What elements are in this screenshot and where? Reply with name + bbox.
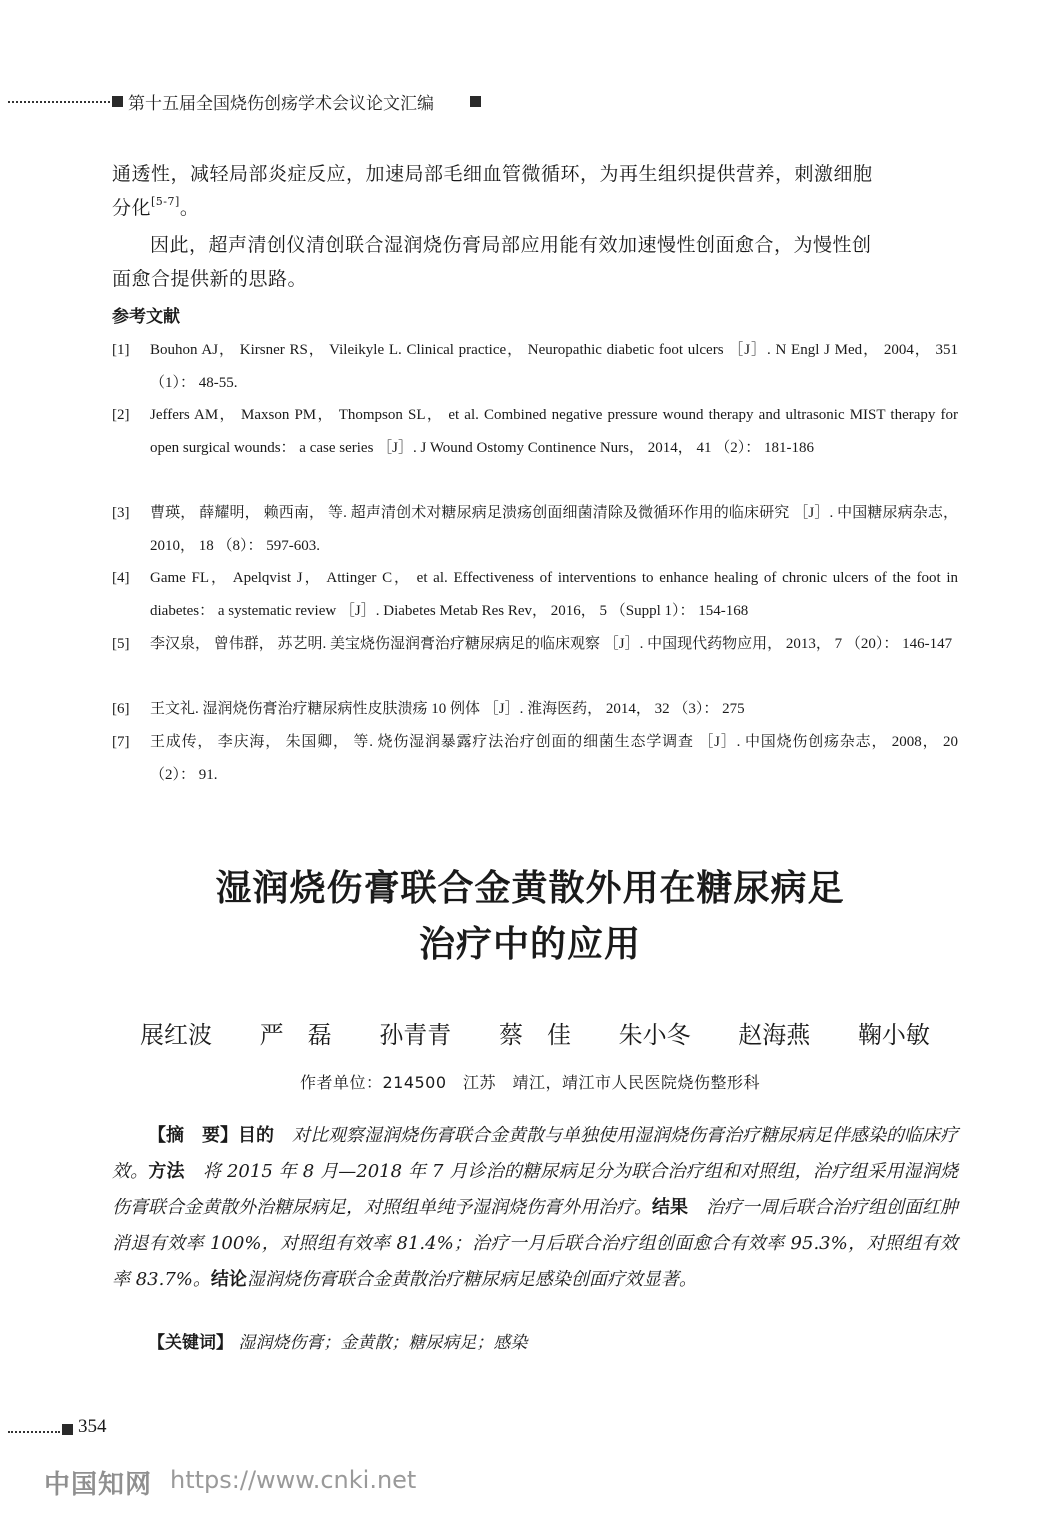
abstract-objective: 对比观察湿润烧伤膏联合金黄散与单独使用湿润烧伤膏治疗糖尿病足伴感染的临床疗效。	[112, 1125, 958, 1182]
reference-item	[112, 562, 958, 627]
cnki-url-link[interactable]: https://www.cnki.net	[170, 1466, 417, 1494]
reference-text: 李汉泉， 曾伟群， 苏艺明. 美宝烧伤湿润膏治疗糖尿病足的临床观察 ［J］. 中国现代药物应用， 2013， 7 （20）： 146-147	[150, 636, 953, 652]
abstract-results-label: 结果	[652, 1197, 688, 1218]
author-list	[140, 1015, 930, 1050]
reference-number: [5]	[112, 636, 130, 652]
references-heading: 参考文献	[112, 307, 180, 327]
abstract-methods-label: 方法	[148, 1161, 185, 1182]
article-title-line-2: 治疗中的应用	[418, 923, 641, 965]
reference-number: [4]	[112, 570, 130, 586]
reference-item	[112, 726, 958, 791]
keywords	[148, 1328, 527, 1353]
author-name: 孙青青	[379, 1021, 452, 1049]
author-affiliation: 作者单位：214500 江苏 靖江，靖江市人民医院烧伤整形科	[299, 1073, 761, 1092]
body-line-2-end: 。	[179, 197, 200, 219]
footer-rule	[8, 1431, 60, 1433]
reference-text: 曹瑛， 薛耀明， 赖西南， 等. 超声清创术对糖尿病足溃疡创面细菌清除及微循环作用的临床研究 ［J］. 中国糖尿病杂志， 2010， 18 （8）： 597-603.	[150, 505, 958, 554]
author-name: 赵海燕	[738, 1021, 811, 1049]
abstract-results: 治疗一周后联合治疗组创面红肿消退有效率 100%，对照组有效率 81.4%；治疗一月后联合治疗组创面愈合有效率 95.3%，对照组有效率 83.7%。	[112, 1197, 958, 1290]
reference-text: Jeffers AM， Maxson PM， Thompson SL， et al. Combined negative pressure wound therapy and ultrasonic MIST therapy for open surgical wounds： a case series ［J］. J Wound Ostomy Continence Nurs， 2014， 41 （2）： 181-186	[150, 407, 958, 456]
article-title-line-1: 湿润烧伤膏联合金黄散外用在糖尿病足	[215, 867, 845, 909]
citation-superscript: [5-7]	[151, 195, 180, 208]
author-name: 蔡 佳	[498, 1021, 571, 1049]
abstract	[112, 1118, 958, 1298]
author-name: 严 磊	[259, 1021, 332, 1049]
footer-square-icon	[62, 1424, 73, 1435]
running-header-title: 第十五届全国烧伤创疡学术会议论文汇编	[128, 94, 434, 114]
reference-text: 王文礼. 湿润烧伤膏治疗糖尿病性皮肤溃疡 10 例体 ［J］. 淮海医药， 2014， 32 （3）： 275	[150, 701, 745, 717]
reference-number: [1]	[112, 342, 130, 358]
reference-number: [3]	[112, 505, 130, 521]
author-name: 朱小冬	[618, 1021, 691, 1049]
reference-item	[112, 497, 958, 562]
cnki-logo: 中国知网	[44, 1470, 153, 1500]
reference-item	[112, 693, 958, 726]
header-rule	[8, 101, 110, 103]
abstract-label: 【摘 要】	[148, 1125, 238, 1146]
reference-number: [7]	[112, 734, 130, 750]
reference-item	[112, 628, 958, 661]
reference-text: Bouhon AJ， Kirsner RS， Vileikyle L. Clinical practice， Neuropathic diabetic foot ulcers ［J］. N Engl J Med， 2004， 351 （1）： 48-55.	[150, 342, 958, 391]
body-line-1: 通透性，减轻局部炎症反应，加速局部毛细血管微循环，为再生组织提供营养，刺激细胞	[112, 163, 873, 185]
reference-item	[112, 334, 958, 399]
reference-number: [2]	[112, 407, 130, 423]
body-line-2	[112, 191, 199, 228]
keywords-label: 【关键词】	[148, 1333, 233, 1353]
header-square-icon	[112, 96, 123, 107]
abstract-conclusion: 湿润烧伤膏联合金黄散治疗糖尿病足感染创面疗效显著。	[246, 1269, 697, 1290]
header-square-icon	[470, 96, 481, 107]
reference-text: 王成传， 李庆海， 朱国卿， 等. 烧伤湿润暴露疗法治疗创面的细菌生态学调查 ［J］. 中国烧伤创疡杂志， 2008， 20 （2）： 91.	[150, 734, 958, 783]
page-number: 354	[78, 1416, 107, 1437]
abstract-methods: 将 2015 年 8 月—2018 年 7 月诊治的糖尿病足分为联合治疗组和对照组，治疗组采用湿润烧伤膏联合金黄散外治糖尿病足，对照组单纯予湿润烧伤膏外用治疗。	[112, 1161, 959, 1218]
body-line-2-text: 分化	[112, 197, 152, 219]
abstract-conclusion-label: 结论	[210, 1269, 247, 1290]
conclusion-paragraph-line-2: 面愈合提供新的思路。	[112, 268, 308, 290]
author-name: 鞠小敏	[857, 1021, 930, 1049]
reference-text: Game FL， Apelqvist J， Attinger C， et al. Effectiveness of interventions to enhance healing of chronic ulcers of the foot in diabetes： a systematic review ［J］. Diabetes Metab Res Rev， 2016， 5 （Suppl 1）： 154-168	[150, 570, 958, 619]
author-name: 展红波	[140, 1021, 212, 1049]
reference-number: [6]	[112, 701, 130, 717]
reference-item	[112, 399, 958, 464]
keywords-text: 湿润烧伤膏；金黄散；糖尿病足；感染	[238, 1333, 528, 1353]
abstract-objective-label: 目的	[238, 1125, 274, 1146]
conclusion-paragraph-line-1: 因此，超声清创仪清创联合湿润烧伤膏局部应用能有效加速慢性创面愈合，为慢性创	[150, 234, 872, 256]
